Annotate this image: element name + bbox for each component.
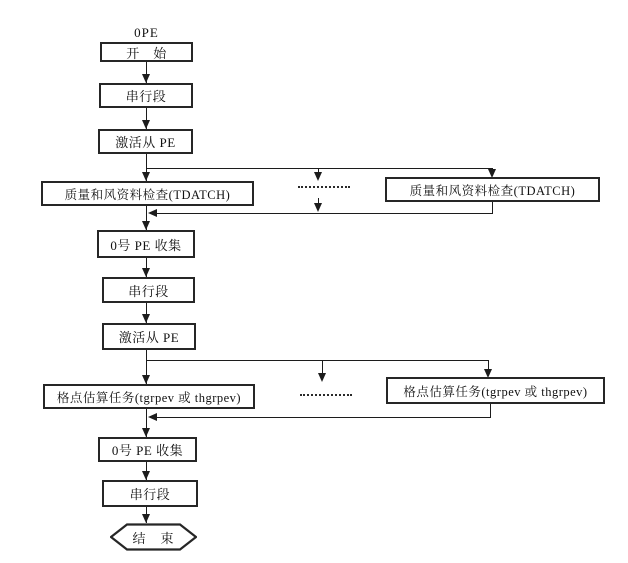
flow-node-start: 开 始	[100, 42, 193, 62]
end-label: 结 束	[132, 530, 175, 546]
arrowhead-return-row1	[148, 209, 157, 217]
connector-stub-row2-top	[322, 360, 324, 374]
flow-node-check-right: 质量和风资料检查(TDATCH)	[385, 177, 600, 202]
arrowhead-serial1-to-activate1	[142, 120, 150, 129]
pe0-label: 0PE	[134, 25, 159, 40]
arrowhead-stub-row2-top	[318, 373, 326, 382]
flow-node-grid-task-left: 格点估算任务(tgrpev 或 thgrpev)	[43, 384, 255, 409]
arrowhead-activate2-to-grid-left	[142, 375, 150, 384]
arrowhead-serial2-to-activate2	[142, 314, 150, 323]
flow-node-serial-segment-2: 串行段	[102, 277, 195, 303]
arrowhead-collect1-to-serial2	[142, 268, 150, 277]
flow-node-activate-slave-pe-2: 激活从 PE	[102, 323, 196, 350]
flow-node-activate-slave-pe-1: 激活从 PE	[98, 129, 193, 154]
flow-node-pe0-collect-2: 0号 PE 收集	[98, 437, 197, 462]
arrowhead-activate1-to-check-left	[142, 172, 150, 181]
arrowhead-stub-row1-bottom	[314, 203, 322, 212]
arrowhead-into-grid-right	[484, 369, 492, 378]
connector-branch-row2-down	[488, 360, 490, 370]
omitted-pe-dots-1	[298, 186, 350, 188]
arrowhead-into-check-right	[488, 169, 496, 178]
arrowhead-return-row2	[148, 413, 157, 421]
flow-node-grid-task-right: 格点估算任务(tgrpev 或 thgrpev)	[386, 377, 605, 404]
arrowhead-stub-row1-top	[314, 172, 322, 181]
flow-node-pe0-collect-1: 0号 PE 收集	[97, 230, 195, 258]
arrowhead-serial3-to-end	[142, 514, 150, 523]
flow-node-serial-segment-1: 串行段	[99, 83, 193, 108]
flow-node-end	[110, 523, 197, 551]
flow-node-serial-segment-3: 串行段	[102, 480, 198, 507]
arrowhead-check-left-to-collect1	[142, 221, 150, 230]
omitted-pe-dots-2	[300, 394, 352, 396]
connector-return-row2	[157, 417, 490, 419]
arrowhead-start-to-serial1	[142, 74, 150, 83]
arrowhead-grid-left-to-collect2	[142, 428, 150, 437]
connector-branch-row2	[146, 360, 489, 362]
connector-return-row1	[157, 213, 492, 215]
flow-node-check-left: 质量和风资料检查(TDATCH)	[41, 181, 254, 206]
arrowhead-collect2-to-serial3	[142, 471, 150, 480]
